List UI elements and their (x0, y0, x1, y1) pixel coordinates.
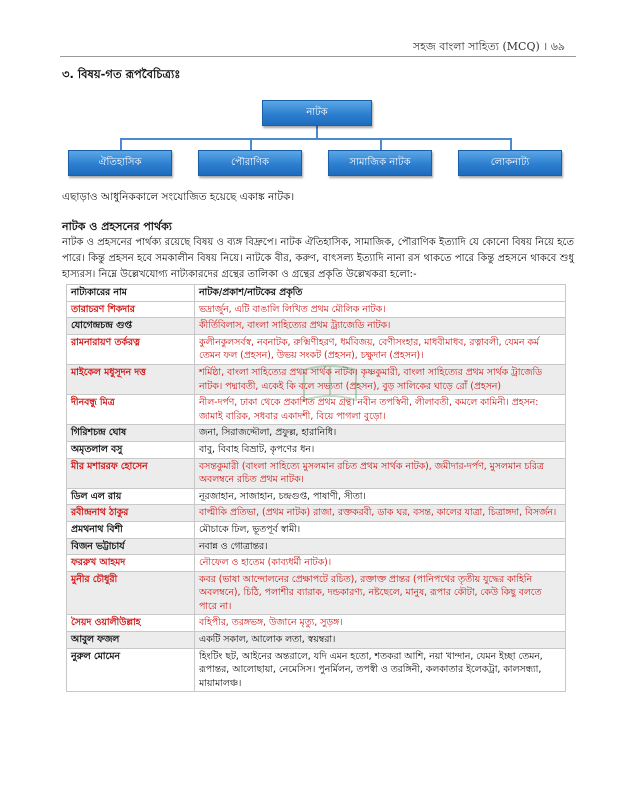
table-row (67, 441, 566, 458)
playwright-name: সৈয়দ ওয়ালীউল্লাহ (67, 615, 195, 632)
comparison-paragraph: নাটক ও প্রহসনের পার্থক্য রয়েছে বিষয় ও ব্যঙ্গ বিদ্রুপে। নাটক ঐতিহাসিক, সামাজিক, পৌরাণিক ইত্যাদি যে কোনো বিষয় নিয়ে হতে পারে। কিন্তু প্রহসন হবে সমকালীন বিষয় নিয়ে। নাটকে বীর, করুণ, বাৎসল্য ইত্যাদি নানা রস থাকতে পারে কিন্তু প্রহসনে থাকবে শুধু হাস্যরস। নিম্নে উল্লেখযোগ্য নাট্যকারদের গ্রন্থের তালিকা ও গ্রন্থের প্রকৃতি উল্লেখকরা হলো:- (62, 237, 574, 281)
playwright-works: একটি সকাল, আলোক লতা, স্বয়ম্বরা। (195, 632, 566, 649)
diagram-root-box: নাটক (262, 100, 372, 126)
playwright-works: নৌফেল ও হাতেম (কাব্যধর্মী নাটক)। (195, 555, 566, 572)
section-title: ৩. বিষয়-গত রূপবৈচিত্র্যঃ (62, 67, 181, 81)
playwright-works: মৌচাকে ঢিল, ভূতপূর্ব স্বামী। (195, 521, 566, 538)
table-row (67, 538, 566, 555)
diagram-child-folk: লোকনাট্য (458, 150, 562, 176)
playwright-name: আবুল ফজল (67, 632, 195, 649)
playwright-works: ভদ্রার্জুন, এটি বাঙালি লিখিত প্রথম মৌলিক নাটক। (195, 301, 566, 318)
header-separator: । (543, 40, 548, 53)
connector-horizontal (120, 138, 512, 140)
connector-child-1 (120, 138, 122, 150)
intro-line: এছাড়াও আধুনিককালে সংযোজিত হয়েছে একাঙ্ক নাটক। (62, 191, 295, 203)
playwright-works: কীর্তিবিলাস, বাংলা সাহিত্যের প্রথম ট্র্যাজেডি নাটক। (195, 318, 566, 335)
column-header-name: নাট্যকারের নাম (67, 285, 195, 302)
book-watermark-icon (300, 360, 360, 408)
book-title: সহজ বাংলা সাহিত্য (MCQ) (412, 40, 540, 53)
playwright-name: দীনবন্ধু মিত্র (67, 395, 195, 425)
table-row (67, 555, 566, 572)
table-row (67, 632, 566, 649)
playwright-works: কুলীনকুলসর্বস্ব, নবনাটক, রুক্মিণীহরণ, ধর্মবিজয়, বেণীসংহার, মাধবীমাধব, রত্নাবলী, যেমন কর্ম তেমন ফল (প্রহসন), উভয় সংকট (প্রহসন), চক্ষুদান (প্রহসন)। (195, 334, 566, 364)
playwright-name: বিজন ভট্টাচার্য (67, 538, 195, 555)
table-row (67, 488, 566, 505)
page-number: ৬৯ (550, 40, 565, 53)
playwright-name: তারাচরণ শিকদার (67, 301, 195, 318)
page-header (413, 38, 565, 57)
playwright-table (66, 284, 566, 692)
playwright-works: শর্মিষ্ঠা, বাংলা সাহিত্যের প্রথম সার্থক নাটক। কৃষ্ণকুমারী, বাংলা সাহিত্যের প্রথম সার্থক ট্রাজেডি নাটক। পদ্মাবতী, একেই কি বলে সভ্যতা (প্রহসন), বুড় সালিকের ঘাড়ে রোঁ (প্রহসন) (195, 364, 566, 394)
playwright-works: বাবু, বিবাহ বিভ্রাট, কৃপণের ধন। (195, 441, 566, 458)
diagram-child-social: সামাজিক নাটক (328, 150, 432, 176)
playwright-name: মাইকেল মধুসূদন দত্ত (67, 364, 195, 394)
playwright-works: বসন্তকুমারী (বাংলা সাহিত্যে মুসলমান রচিত প্রথম সার্থক নাটক), জমীদার-দর্পণ, মুসলমান চরিত্র অবলম্বনে রচিত প্রথম নাটক। (195, 458, 566, 488)
playwright-name: রবীন্দ্রনাথ ঠাকুর (67, 505, 195, 522)
table-row (67, 615, 566, 632)
drama-type-diagram (60, 92, 576, 182)
table-header-row (67, 285, 566, 302)
playwright-works: নীল-দর্পণ, ঢাকা থেকে প্রকাশিত প্রথম গ্রন্থ। নবীন তপস্বিনী, লীলাবতী, কমলে কামিনী। প্রহসন: জামাই বারিক, সধবার একাদশী, বিয়ে পাগলা বুড়ো। (195, 395, 566, 425)
playwright-name: প্রমথনাথ বিশী (67, 521, 195, 538)
playwright-works: নূরজাহান, সাজাহান, চন্দ্রগুপ্ত, পাষাণী, সীতা। (195, 488, 566, 505)
playwright-name: ডিল এল রায় (67, 488, 195, 505)
table-row (67, 505, 566, 522)
table-row (67, 301, 566, 318)
table-row (67, 571, 566, 615)
playwright-name: অমৃতলাল বসু (67, 441, 195, 458)
connector-child-4 (510, 138, 512, 150)
playwright-works: কবর (ভাষা আন্দোলনের প্রেক্ষাপটে রচিত), রক্তাক্ত প্রান্তর (পানিপথের তৃতীয় যুদ্ধের কাহিনি অবলম্বনে), চিঠি, পলাশীর ব্যারাক, দন্ডকারণ্য, নষ্টছেলে, মানুষ, রূপার কৌটা, কেউ কিছু বলতে পারে না। (195, 571, 566, 615)
playwright-works: নবান্ন ও গোত্রান্তর। (195, 538, 566, 555)
table-row (67, 648, 566, 692)
comparison-heading: নাটক ও প্রহসনের পার্থক্য (62, 220, 172, 233)
playwright-name: মুনীর চৌধুরী (67, 571, 195, 615)
header-rule (60, 56, 576, 57)
playwright-name: ফররুখ আহমদ (67, 555, 195, 572)
playwright-works: বাল্মীকি প্রতিভা, (প্রথম নাটক) রাজা, রক্তকরবী, ডাক ঘর, বসন্ত, কালের যাত্রা, চিত্রাঙ্গদা, বিসর্জন। (195, 505, 566, 522)
playwright-name: যোগেন্দ্রচন্দ্র গুপ্ত (67, 318, 195, 335)
table-row (67, 521, 566, 538)
table-row (67, 318, 566, 335)
playwright-works: জনা, সিরাজদ্দৌলা, প্রফুল্ল, হারানিধি। (195, 425, 566, 442)
diagram-child-historical: ঐতিহাসিক (68, 150, 172, 176)
playwright-name: নুরুল মোমেন (67, 648, 195, 692)
playwright-works: হিংটিং ছট, আইনের অন্তরালে, যদি এমন হতো, শতকরা আশি, নয়া খান্দান, যেমন ইচ্ছা তেমন, রূপান্তর, আলোছায়া, নেমেসিস। পুনর্মিলন, তপস্বী ও তরঙ্গিনী, কলকাতার ইলেকট্রা, কালসন্ধ্যা, মায়ামালঞ্চ। (195, 648, 566, 692)
playwright-name: মীর মশাররফ হোসেন (67, 458, 195, 488)
diagram-child-mythological: পৌরাণিক (198, 150, 302, 176)
playwright-name: রামনারায়ণ তর্করত্ন (67, 334, 195, 364)
column-header-works: নাটক/প্রকাশ/নাটকের প্রকৃতি (195, 285, 566, 302)
connector-root-stem (316, 126, 318, 138)
playwright-name: গিরিশচন্দ্র ঘোষ (67, 425, 195, 442)
connector-child-3 (380, 138, 382, 150)
table-row (67, 425, 566, 442)
connector-child-2 (250, 138, 252, 150)
table-row (67, 458, 566, 488)
playwright-works: বহিপীর, তরঙ্গভঙ্গ, উজানে মৃত্যু, সুড়ঙ্গ। (195, 615, 566, 632)
